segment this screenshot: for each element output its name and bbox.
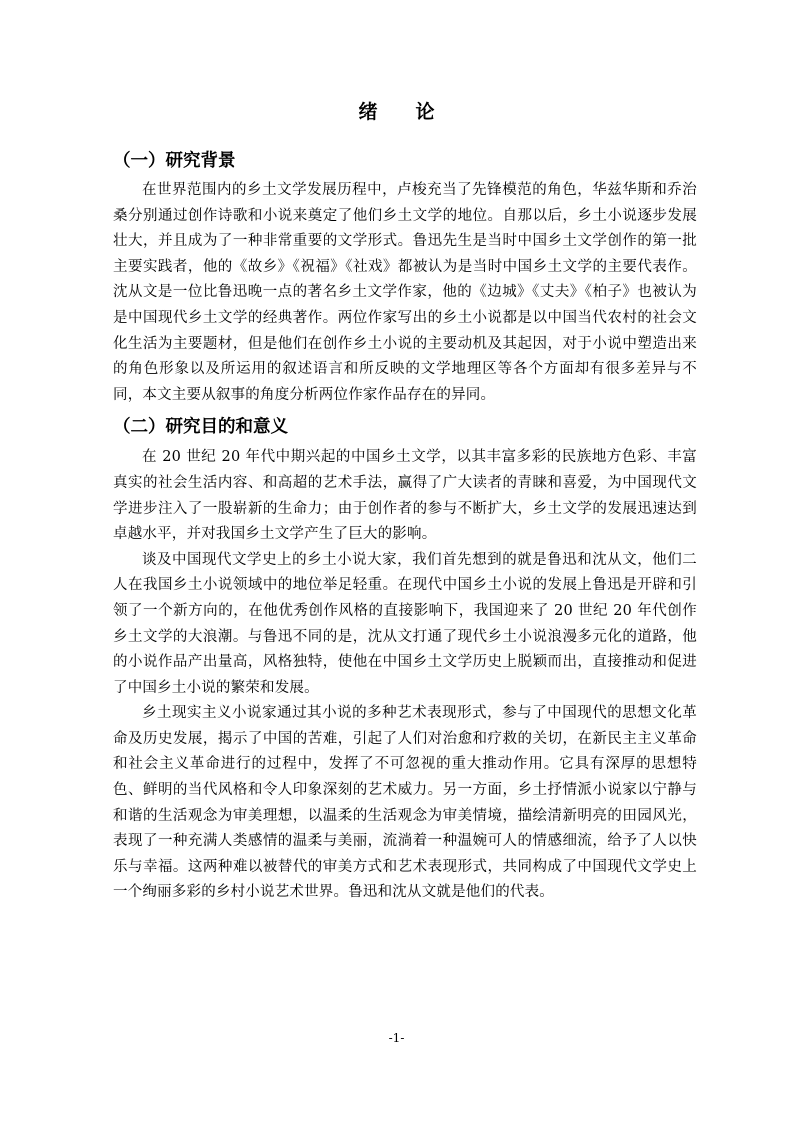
section-research-background (113, 146, 697, 408)
section-research-purpose (113, 412, 697, 906)
paragraph: 乡土现实主义小说家通过其小说的多种艺术表现形式，参与了中国现代的思想文化革命及历史发展，揭示了中国的苦难，引起了人们对治愈和疗救的关切，在新民主主义革命和社会主义革命进行的过程中，发挥了不可忽视的重大推动作用。它具有深厚的思想特色、鲜明的当代风格和令人印象深刻的艺术威力。另一方面，乡土抒情派小说家以宁静与和谐的生活观念为审美理想，以温柔的生活观念为审美情境，描绘清新明亮的田园风光，表现了一种充满人类感情的温柔与美丽，流淌着一种温婉可人的情感细流，给予了人以快乐与幸福。这两种难以被替代的审美方式和艺术表现形式，共同构成了中国现代文学史上一个绚丽多彩的乡村小说艺术世界。鲁迅和沈从文就是他们的代表。 (113, 705, 697, 901)
paragraph: 在世界范围内的乡土文学发展历程中，卢梭充当了先锋模范的角色，华兹华斯和乔治桑分别通过创作诗歌和小说来奠定了他们乡土文学的地位。自那以后，乡土小说逐步发展壮大，并且成为了一种非常重要的文学形式。鲁迅先生是当时中国乡土文学创作的第一批主要实践者，他的《故乡》《祝福》《社戏》都被认为是当时中国乡土文学的主要代表作。沈从文是一位比鲁迅晚一点的著名乡土文学作家，他的《边城》《丈夫》《柏子》也被认为是中国现代乡土文学的经典著作。两位作家写出的乡土小说都是以中国当代农村的社会文化生活为主要题材，但是他们在创作乡土小说的主要动机及其起因，对于小说中塑造出来的角色形象以及所运用的叙述语言和所反映的文学地理区等各个方面却有很多差异与不同，本文主要从叙事的角度分析两位作家作品存在的异同。 (113, 182, 697, 403)
section-heading: （一）研究背景 (113, 151, 236, 171)
section-heading: （二）研究目的和意义 (113, 417, 288, 438)
paragraph: 在 20 世纪 20 年代中期兴起的中国乡土文学，以其丰富多彩的民族地方色彩、丰富真实的社会生活内容、和高超的艺术手法，赢得了广大读者的青睐和喜爱，为中国现代文学进步注入了一股崭新的生命力；由于创作者的参与不断扩大，乡土文学的发展迅速达到卓越水平，并对我国乡土文学产生了巨大的影响。 (113, 449, 697, 543)
page-number: -1- (388, 1031, 405, 1045)
document-body (113, 146, 697, 906)
page-title: 绪论 (358, 101, 473, 123)
paragraph: 谈及中国现代文学史上的乡土小说大家，我们首先想到的就是鲁迅和沈从文，他们二人在我国乡土小说领域中的地位举足轻重。在现代中国乡土小说的发展上鲁迅是开辟和引领了一个新方向的，在他优秀创作风格的直接影响下，我国迎来了 20 世纪 20 年代创作乡土文学的大浪潮。与鲁迅不同的是，沈从文打通了现代乡土小说浪漫多元化的道路，他的小说作品产出量高，风格独特，使他在中国乡土文学历史上脱颖而出，直接推动和促进了中国乡土小说的繁荣和发展。 (113, 551, 697, 696)
